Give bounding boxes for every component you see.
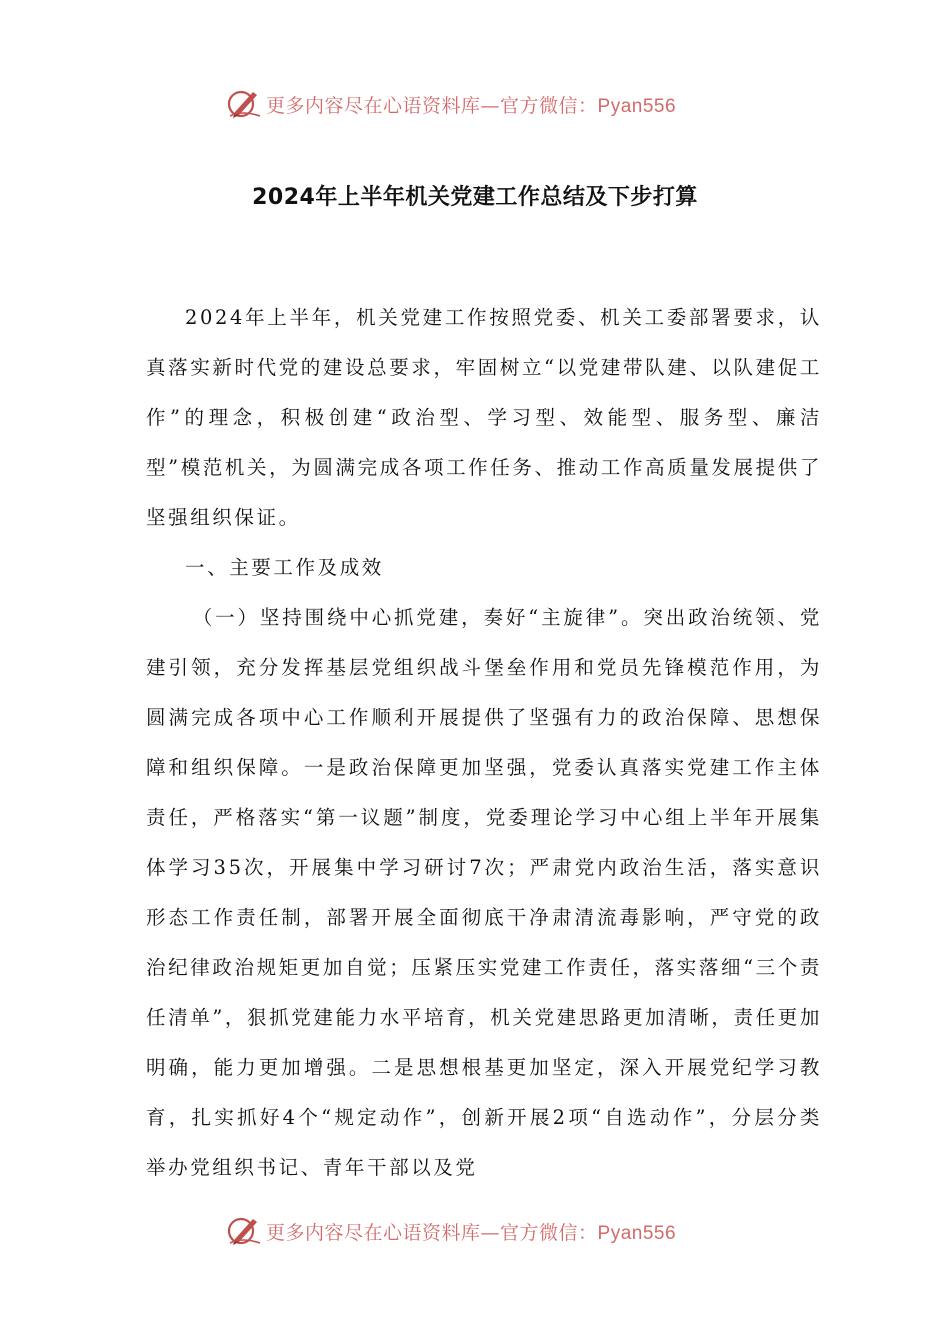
pen-logo-icon xyxy=(226,1213,262,1249)
watermark-text: 更多内容尽在心语资料库—官方微信：Pyan556 xyxy=(266,1221,677,1244)
document-title: 2024年上半年机关党建工作总结及下步打算 xyxy=(252,185,698,210)
intro-paragraph: 2024年上半年，机关党建工作按照党委、机关工委部署要求，认真落实新时代党的建设总要求，牢固树立“以党建带队建、以队建促工作”的理念，积极创建“政治型、学习型、效能型、服务型、廉洁型”模范机关，为圆满完成各项工作任务、推动工作高质量发展提供了坚强组织保证。 xyxy=(146,306,822,529)
document-body xyxy=(146,293,822,1193)
watermark-text: 更多内容尽在心语资料库—官方微信：Pyan556 xyxy=(266,94,677,117)
section-heading: 一、主要工作及成效 xyxy=(185,556,384,579)
watermark-header xyxy=(226,84,746,124)
pen-logo-icon xyxy=(226,86,262,122)
watermark-footer xyxy=(226,1211,746,1251)
subsection-paragraph: （一）坚持围绕中心抓党建，奏好“主旋律”。突出政治统领、党建引领，充分发挥基层党组织战斗堡垒作用和党员先锋模范作用，为圆满完成各项中心工作顺利开展提供了坚强有力的政治保障、思想保障和组织保障。一是政治保障更加坚强，党委认真落实党建工作主体责任，严格落实“第一议题”制度，党委理论学习中心组上半年开展集体学习35次，开展集中学习研讨7次；严肃党内政治生活，落实意识形态工作责任制，部署开展全面彻底干净肃清流毒影响，严守党的政治纪律政治规矩更加自觉；压紧压实党建工作责任，落实落细“三个责任清单”，狠抓党建能力水平培育，机关党建思路更加清晰，责任更加明确，能力更加增强。二是思想根基更加坚定，深入开展党纪学习教育，扎实抓好4个“规定动作”，创新开展2项“自选动作”，分层分类举办党组织书记、青年干部以及党 xyxy=(146,606,822,1179)
